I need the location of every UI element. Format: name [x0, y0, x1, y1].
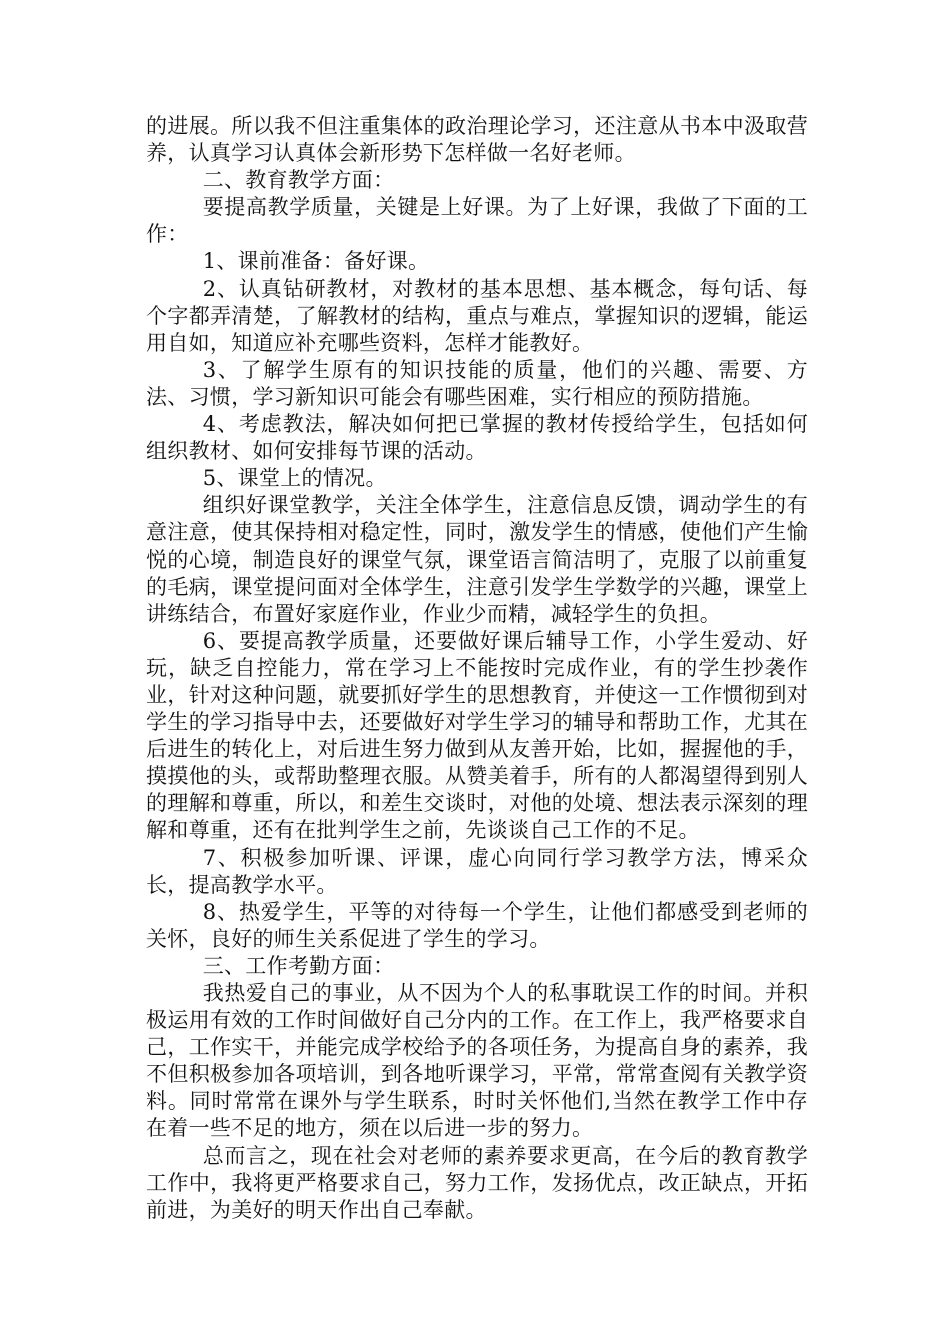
paragraph-classroom: 组织好课堂教学，关注全体学生，注意信息反馈，调动学生的有意注意，使其保持相对稳定性，同时，激发学生的情感，使他们产生愉悦的心境，制造良好的课堂气氛，课堂语言简洁明了，克服了以前重复的毛病，课堂提问面对全体学生，注意引发学生学数学的兴趣，课堂上讲练结合，布置好家庭作业，作业少而精，减轻学生的负担。 [146, 493, 808, 626]
section-heading-attendance: 三、工作考勤方面： [202, 953, 395, 978]
list-item-5: 5、课堂上的情况。 [202, 466, 387, 491]
paragraph-attendance: 我热爱自己的事业，从不因为个人的私事耽误工作的时间。并积极运用有效的工作时间做好自己分内的工作。在工作上，我严格要求自己，工作实干，并能完成学校给予的各项任务，为提高自身的素养，我不但积极参加各项培训，到各地听课学习，平常，常常查阅有关教学资料。同时常常在课外与学生联系，时时关怀他们,当然在教学工作中存在着一些不足的地方，须在以后进一步的努力。 [146, 981, 808, 1141]
document-body [146, 113, 808, 1224]
list-item-4: 4、考虑教法，解决如何把已掌握的教材传授给学生，包括如何组织教材、如何安排每节课的活动。 [146, 412, 808, 464]
section-heading-teaching: 二、教育教学方面： [202, 168, 395, 193]
paragraph-conclusion: 总而言之，现在社会对老师的素养要求更高，在今后的教育教学工作中，我将更严格要求自己，努力工作，发扬优点，改正缺点，开拓前进，为美好的明天作出自己奉献。 [146, 1143, 808, 1222]
list-item-2: 2、认真钻研教材，对教材的基本思想、基本概念，每句话、每个字都弄清楚，了解教材的结构，重点与难点，掌握知识的逻辑，能运用自如，知道应补充哪些资料，怎样才能教好。 [146, 276, 808, 355]
list-item-6: 6、要提高教学质量，还要做好课后辅导工作，小学生爱动、好玩，缺乏自控能力，常在学习上不能按时完成作业，有的学生抄袭作业，针对这种问题，就要抓好学生的思想教育，并使这一工作惯彻到对学生的学习指导中去，还要做好对学生学习的辅导和帮助工作，尤其在后进生的转化上，对后进生努力做到从友善开始，比如，握握他的手，摸摸他的头，或帮助整理衣服。从赞美着手，所有的人都渴望得到别人的理解和尊重，所以，和差生交谈时，对他的处境、想法表示深刻的理解和尊重，还有在批判学生之前，先谈谈自己工作的不足。 [146, 628, 808, 843]
list-item-3: 3、了解学生原有的知识技能的质量，他们的兴趣、需要、方法、习惯，学习新知识可能会有哪些困难，实行相应的预防措施。 [146, 357, 808, 409]
paragraph-intro: 要提高教学质量，关键是上好课。为了上好课，我做了下面的工作： [146, 195, 808, 247]
list-item-1: 1、课前准备：备好课。 [202, 249, 430, 274]
list-item-8: 8、热爱学生，平等的对待每一个学生，让他们都感受到老师的关怀，良好的师生关系促进了学生的学习。 [146, 899, 808, 951]
list-item-7: 7、积极参加听课、评课，虚心向同行学习教学方法，博采众长，提高教学水平。 [146, 845, 808, 897]
paragraph-continuation: 的进展。所以我不但注重集体的政治理论学习，还注意从书本中汲取营养，认真学习认真体会新形势下怎样做一名好老师。 [146, 114, 808, 166]
